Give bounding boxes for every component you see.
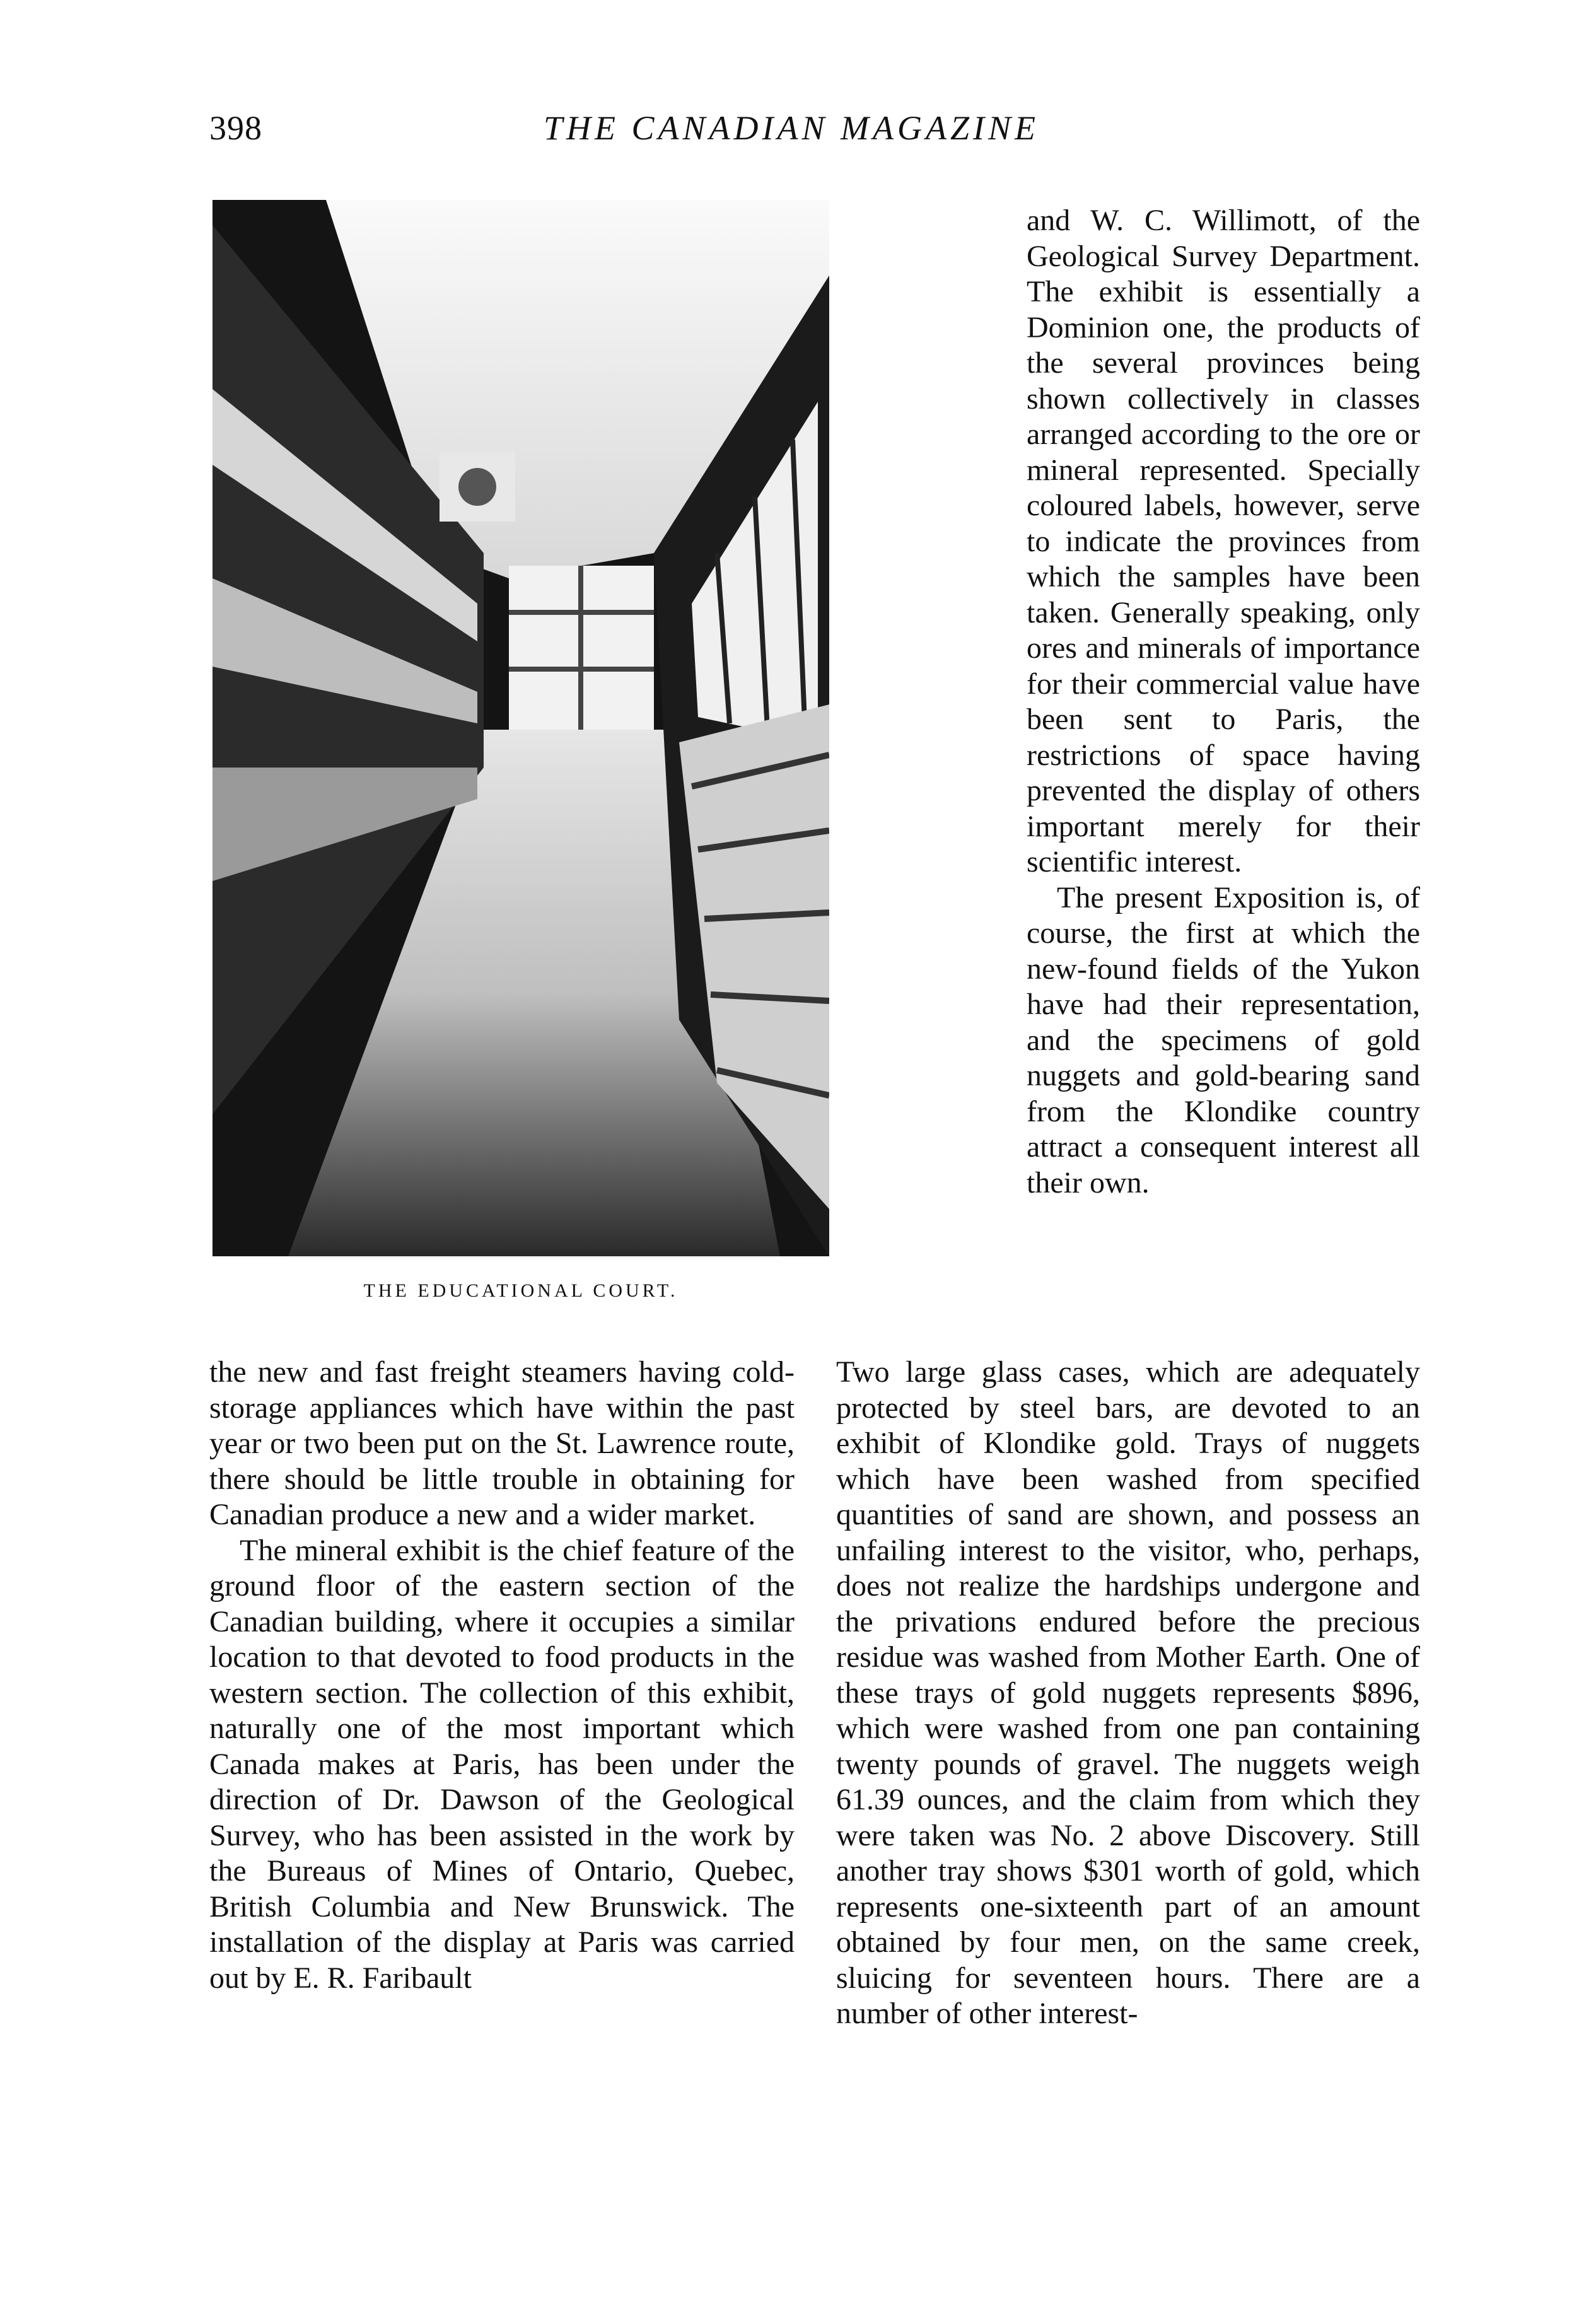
figure-caption: THE EDUCATIONAL COURT.	[363, 1280, 679, 1301]
right-column-top	[1027, 203, 1420, 1201]
photo-drawing	[213, 200, 829, 1256]
paragraph: Two large glass cases, which are adequately protected by steel bars, are devoted to an exhibit of Klondike gold. Trays of nuggets which have been washed from specified quantities of sand are shown, and possess an unfailing interest to the visitor, who, perhaps, does not realize the hardships undergone and the privations endured before the precious residue was washed from Mother Earth. One of these trays of gold nuggets represents $896, which were washed from one pan containing twenty pounds of gravel. The nuggets weigh 61.39 ounces, and the claim from which they were taken was No. 2 above Discovery. Still another tray shows $301 worth of gold, which represents one-sixteenth part of an amount obtained by four men, on the same creek, sluicing for seventeen hours. There are a number of other interest-	[836, 1355, 1420, 2030]
left-column	[209, 1355, 795, 1996]
page-number: 398	[209, 109, 262, 147]
paragraph: the new and fast freight steamers having cold-storage appliances which have within the past year or two been put on the St. Lawrence route, there should be little trouble in obtaining for Canadian produce a new and a wider market.	[209, 1355, 795, 1531]
running-title: THE CANADIAN MAGAZINE	[544, 109, 1039, 147]
page-header	[0, 108, 1596, 159]
right-column-bottom	[836, 1355, 1420, 2032]
paragraph: The mineral exhibit is the chief feature of the ground floor of the eastern section of the Canadian building, where it occupies a similar location to that devoted to food products in the western section. The collection of this exhibit, naturally one of the most important which Canada makes at Paris, has been under the direction of Dr. Dawson of the Geological Survey, who has been assisted in the work by the Bureaus of Mines of Ontario, Quebec, British Columbia and New Brunswick. The installation of the display at Paris was carried out by E. R. Faribault	[209, 1533, 795, 1995]
exhibition-hall-photo-icon	[213, 200, 829, 1256]
paragraph: and W. C. Willimott, of the Geological Survey Department. The exhibit is essentially a Dominion one, the products of the several provinces being shown collectively in classes arranged according to the ore or mineral represented. Specially coloured labels, however, serve to indicate the provinces from which the samples have been taken. Generally speaking, only ores and minerals of importance for their commercial value have been sent to Paris, the restrictions of space having prevented the display of others important merely for their scientific interest.	[1027, 204, 1420, 879]
paragraph: The present Exposition is, of course, the first at which the new-found fields of the Yukon have had their representation, and the specimens of gold nuggets and gold-bearing sand from the Klondike country attract a consequent interest all their own.	[1027, 880, 1420, 1200]
